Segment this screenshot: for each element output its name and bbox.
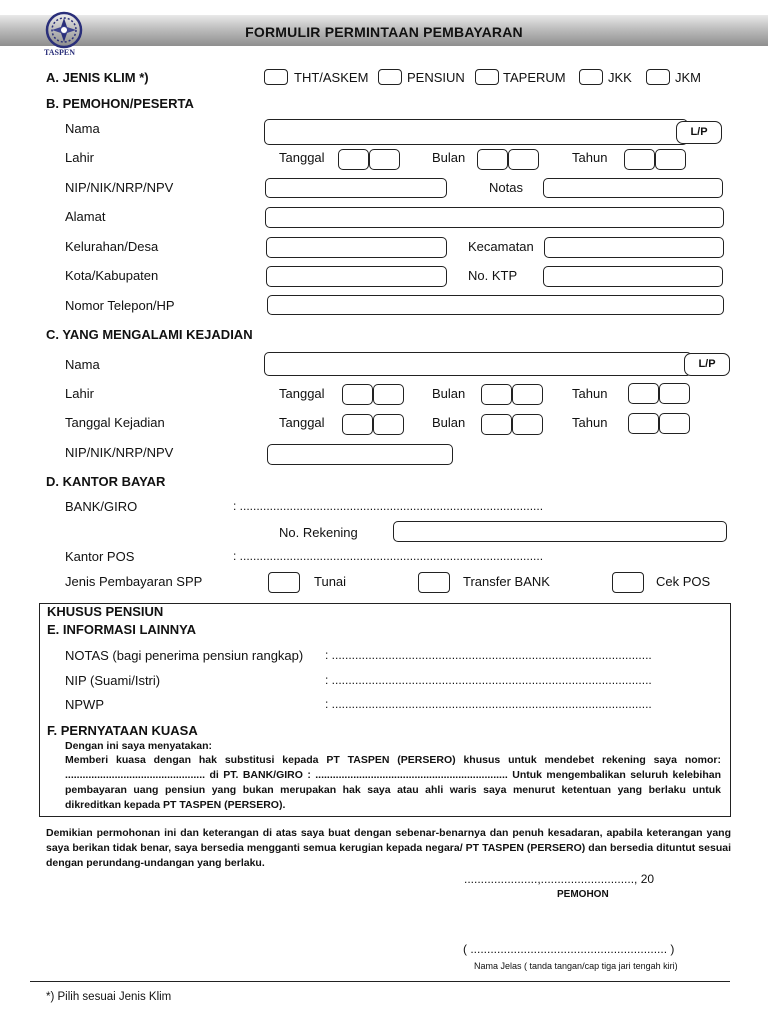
section-e-title: E. INFORMASI LAINNYA	[47, 622, 197, 637]
kejadian-lahir-bulan-digit-1[interactable]	[481, 384, 512, 405]
section-a-note: *)	[139, 70, 149, 85]
pemohon-nama-label: Nama	[65, 121, 100, 136]
pemohon-alamat-label: Alamat	[65, 209, 106, 224]
checkbox-jkk[interactable]	[579, 69, 603, 85]
pemohon-telepon-input[interactable]	[267, 295, 724, 315]
nip-suami-istri-dots: : ................................................................................................	[325, 673, 652, 687]
checkbox-transfer-bank[interactable]	[418, 572, 450, 593]
rekening-input[interactable]	[393, 521, 727, 542]
pemohon-alamat-input[interactable]	[265, 207, 724, 228]
khusus-pensiun-title: KHUSUS PENSIUN	[47, 604, 164, 619]
pemohon-bulan-label: Bulan	[432, 150, 466, 165]
npwp-label: NPWP	[65, 697, 104, 712]
jenis-pembayaran-label: Jenis Pembayaran SPP	[65, 574, 203, 589]
pemohon-lahir-label: Lahir	[65, 150, 94, 165]
form-title: FORMULIR PERMINTAAN PEMBAYARAN	[245, 24, 523, 40]
pemohon-notas-label: Notas	[489, 180, 523, 195]
pemohon-tahun-digit-2[interactable]	[655, 149, 686, 170]
kejadian-nama-label: Nama	[65, 357, 100, 372]
pemohon-bulan-digit-2[interactable]	[508, 149, 539, 170]
kejadian-bulan-digit-2[interactable]	[512, 414, 543, 435]
pemohon-tanggal-digit-1[interactable]	[338, 149, 369, 170]
kejadian-bulan-digit-1[interactable]	[481, 414, 512, 435]
kejadian-lp-label: L/P	[698, 358, 716, 370]
npwp-dots: : ................................................................................................	[325, 697, 652, 711]
kejadian-lahir-tahun-label: Tahun	[572, 386, 608, 401]
option-pensiun: PENSIUN	[407, 70, 465, 85]
kejadian-tahun-digit-2[interactable]	[659, 413, 690, 434]
kejadian-tanggal-digit-2[interactable]	[373, 414, 404, 435]
footer-divider	[30, 981, 730, 982]
option-transfer-bank: Transfer BANK	[463, 574, 550, 589]
option-tht-askem: THT/ASKEM	[294, 70, 369, 85]
date-place-line: ......................,............................, 20	[464, 872, 655, 886]
kejadian-lahir-tanggal-digit-2[interactable]	[373, 384, 404, 405]
checkbox-tunai[interactable]	[268, 572, 300, 593]
pemohon-telepon-label: Nomor Telepon/HP	[65, 298, 175, 313]
checkbox-taperum[interactable]	[475, 69, 499, 85]
rekening-label: No. Rekening	[279, 525, 358, 540]
pemohon-ktp-label: No. KTP	[468, 268, 518, 283]
pemohon-ktp-input[interactable]	[543, 266, 723, 287]
kejadian-nip-input[interactable]	[267, 444, 453, 465]
kejadian-nama-input[interactable]	[264, 352, 692, 376]
kejadian-lahir-tanggal-digit-1[interactable]	[342, 384, 373, 405]
pernyataan-kuasa-text: Memberi kuasa dengan hak substitusi kepada PT TASPEN (PERSERO) khusus untuk mendebet rekening saya nomor: ................................................ di PT. BANK/GIRO : .................................................................. Untuk mengembalikan seluruh kelebihan pembayaran uang pensiun yang bukan merupakan hak saya atau ahli waris saya menurut ketentuan yang berlaku untuk dikreditkan kepada PT TASPEN (PERSERO).	[65, 754, 721, 811]
option-tunai: Tunai	[314, 574, 347, 589]
pemohon-kota-label: Kota/Kabupaten	[65, 268, 159, 283]
kejadian-lahir-tahun-digit-2[interactable]	[659, 383, 690, 404]
section-a-label	[46, 70, 149, 85]
kantor-pos-dots: : ...........................................................................................	[233, 549, 544, 563]
kejadian-tanggal-digit-1[interactable]	[342, 414, 373, 435]
notas-rangkap-dots: : ................................................................................................	[325, 648, 652, 662]
bank-giro-label: BANK/GIRO	[65, 499, 138, 514]
pemohon-lp-field[interactable]	[676, 121, 722, 144]
kejadian-lahir-bulan-label: Bulan	[432, 386, 466, 401]
section-c-title: C. YANG MENGALAMI KEJADIAN	[46, 327, 253, 342]
checkbox-cek-pos[interactable]	[612, 572, 644, 593]
kejadian-tahun-label: Tahun	[572, 415, 608, 430]
kejadian-bulan-label: Bulan	[432, 415, 466, 430]
section-f-title: F. PERNYATAAN KUASA	[47, 723, 198, 738]
footnote-text: *) Pilih sesuai Jenis Klim	[46, 991, 172, 1003]
notas-rangkap-label: NOTAS (bagi penerima pensiun rangkap)	[65, 648, 304, 663]
pemohon-kelurahan-label: Kelurahan/Desa	[65, 239, 159, 254]
signature-note: Nama Jelas ( tanda tangan/cap tiga jari tengah kiri)	[474, 961, 678, 971]
kejadian-tahun-digit-1[interactable]	[628, 413, 659, 434]
signature-line: ( ........................................................... )	[463, 942, 675, 956]
pemohon-kelurahan-input[interactable]	[266, 237, 447, 258]
option-jkm: JKM	[675, 70, 701, 85]
pemohon-nip-label: NIP/NIK/NRP/NPV	[65, 180, 174, 195]
pemohon-kecamatan-label: Kecamatan	[468, 239, 534, 254]
pemohon-nip-input[interactable]	[265, 178, 447, 198]
pemohon-tahun-label: Tahun	[572, 150, 608, 165]
pemohon-lp-label: L/P	[690, 126, 708, 138]
nip-suami-istri-label: NIP (Suami/Istri)	[65, 673, 161, 688]
pemohon-nama-input[interactable]	[264, 119, 688, 145]
option-jkk: JKK	[608, 70, 632, 85]
kejadian-lahir-tahun-digit-1[interactable]	[628, 383, 659, 404]
kejadian-lp-field[interactable]	[684, 353, 730, 376]
pemohon-label: PEMOHON	[557, 889, 609, 900]
bank-giro-dots: : ...........................................................................................	[233, 499, 544, 513]
pemohon-tahun-digit-1[interactable]	[624, 149, 655, 170]
pemohon-tanggal-digit-2[interactable]	[369, 149, 400, 170]
logo-text: TASPEN	[44, 48, 75, 57]
option-cek-pos: Cek POS	[656, 574, 711, 589]
kejadian-lahir-bulan-digit-2[interactable]	[512, 384, 543, 405]
taspen-logo	[38, 8, 90, 60]
pemohon-bulan-digit-1[interactable]	[477, 149, 508, 170]
tanggal-kejadian-label: Tanggal Kejadian	[65, 415, 165, 430]
kejadian-tanggal-label: Tanggal	[279, 415, 325, 430]
pemohon-notas-input[interactable]	[543, 178, 723, 198]
pernyataan-intro: Dengan ini saya menyatakan:	[65, 740, 213, 752]
pemohon-tanggal-label: Tanggal	[279, 150, 325, 165]
section-a-title: A. JENIS KLIM	[46, 70, 136, 85]
pemohon-kota-input[interactable]	[266, 266, 447, 287]
section-b-title: B. PEMOHON/PESERTA	[46, 96, 194, 111]
option-taperum: TAPERUM	[503, 70, 566, 85]
kantor-pos-label: Kantor POS	[65, 549, 135, 564]
kejadian-nip-label: NIP/NIK/NRP/NPV	[65, 445, 174, 460]
checkbox-pensiun[interactable]	[378, 69, 402, 85]
kejadian-lahir-tanggal-label: Tanggal	[279, 386, 325, 401]
pemohon-kecamatan-input[interactable]	[544, 237, 724, 258]
checkbox-tht-askem[interactable]	[264, 69, 288, 85]
checkbox-jkm[interactable]	[646, 69, 670, 85]
declaration-text: Demikian permohonan ini dan keterangan di atas saya buat dengan sebenar-benarnya dan penuh kesadaran, apabila keterangan yang saya berikan tidak benar, saya bersedia mengganti semua kerugian kepada negara/ PT TASPEN (PERSERO) dan bersedia dituntut sesuai dengan perundang-undangan yang berlaku.	[46, 827, 731, 869]
kejadian-lahir-label: Lahir	[65, 386, 94, 401]
section-d-title: D. KANTOR BAYAR	[46, 474, 166, 489]
